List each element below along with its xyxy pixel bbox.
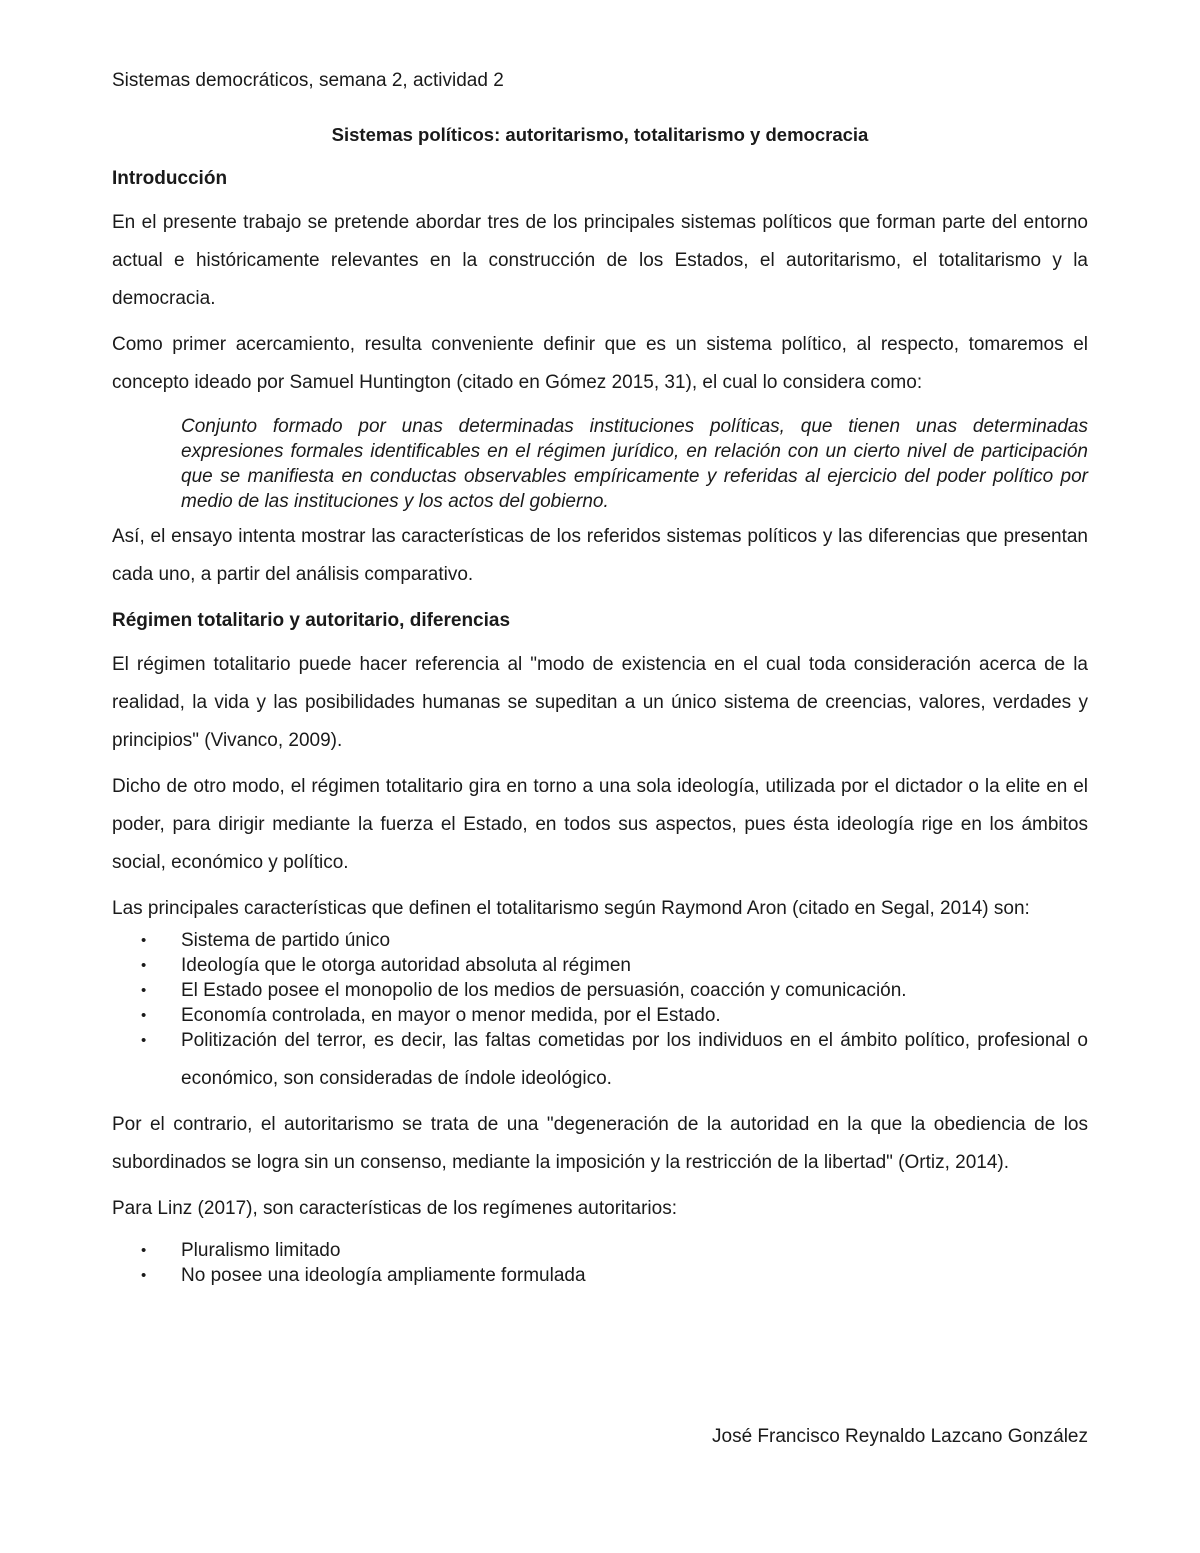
bullet-icon: • [141,1267,147,1284]
block-quote: Conjunto formado por unas determinadas instituciones políticas, que tienen unas determinadas expresiones formales identificables en el régimen jurídico, en relación con un cierto nivel de participación que se manifiesta en conductas observables empíricamente y referidas al ejercicio del poder político por medio de las instituciones y los actos del gobierno. [181,416,1088,512]
document-title: Sistemas políticos: autoritarismo, totalitarismo y democracia [331,124,869,145]
paragraph-totalitarian-definition: El régimen totalitario puede hacer referencia al "modo de existencia en el cual toda consideración acerca de la realidad, la vida y las posibilidades humanas se supeditan a un único sistema de creencias, valores, verdades y principios" (Vivanco, 2009). [112,654,1088,751]
bullet-icon: • [141,982,147,999]
document-page [112,62,1088,1296]
list-item: • Politización del terror, es decir, las faltas cometidas por los individuos en el ámbito político, profesional o económico, son consideradas de índole ideológico. [112,1022,1088,1098]
list-item: • Sistema de partido único [141,930,391,951]
paragraph-essay-aim: Así, el ensayo intenta mostrar las características de los referidos sistemas políticos y las diferencias que presentan cada uno, a partir del análisis comparativo. [112,526,1088,585]
section-heading-regimes: Régimen totalitario y autoritario, diferencias [112,610,511,631]
list-item: • Pluralismo limitado [141,1240,341,1261]
authoritarian-features-list [112,1238,1088,1288]
intro-heading: Introducción [112,168,228,189]
bullet-icon: • [141,1007,147,1024]
list-item: • El Estado posee el monopolio de los medios de persuasión, coacción y comunicación. [141,980,907,1001]
author-footer: José Francisco Reynaldo Lazcano González [712,1426,1088,1447]
paragraph-definition: Como primer acercamiento, resulta conveniente definir que es un sistema político, al respecto, tomaremos el concepto ideado por Samuel Huntington (citado en Gómez 2015, 31), el cual lo considera como: [112,334,1088,393]
list-item: • No posee una ideología ampliamente formulada [141,1265,586,1286]
totalitarian-features-list [112,928,1088,1098]
paragraph-aron-intro: Las principales características que definen el totalitarismo según Raymond Aron (citado en Segal, 2014) son: [112,898,1030,919]
paragraph-linz-intro: Para Linz (2017), son características de los regímenes autoritarios: [112,1198,677,1219]
course-line: Sistemas democráticos, semana 2, actividad 2 [112,70,504,91]
bullet-icon: • [141,932,147,949]
list-item: • Economía controlada, en mayor o menor medida, por el Estado. [141,1005,721,1026]
list-item: • Ideología que le otorga autoridad absoluta al régimen [141,955,631,976]
bullet-icon: • [141,1242,147,1259]
bullet-icon: • [141,957,147,974]
bullet-icon: • [141,1032,147,1049]
paragraph-authoritarian-definition: Por el contrario, el autoritarismo se trata de una "degeneración de la autoridad en la que la obediencia de los subordinados se logra sin un consenso, mediante la imposición y la restricción de la libertad" (Ortiz, 2014). [112,1114,1088,1173]
paragraph-totalitarian-ideology: Dicho de otro modo, el régimen totalitario gira en torno a una sola ideología, utilizada por el dictador o la elite en el poder, para dirigir mediante la fuerza el Estado, en todos sus aspectos, pues ésta ideología rige en los ámbitos social, económico y político. [112,776,1088,873]
paragraph-intro: En el presente trabajo se pretende abordar tres de los principales sistemas políticos que forman parte del entorno actual e históricamente relevantes en la construcción de los Estados, el autoritarismo, el totalitarismo y la democracia. [112,212,1088,309]
